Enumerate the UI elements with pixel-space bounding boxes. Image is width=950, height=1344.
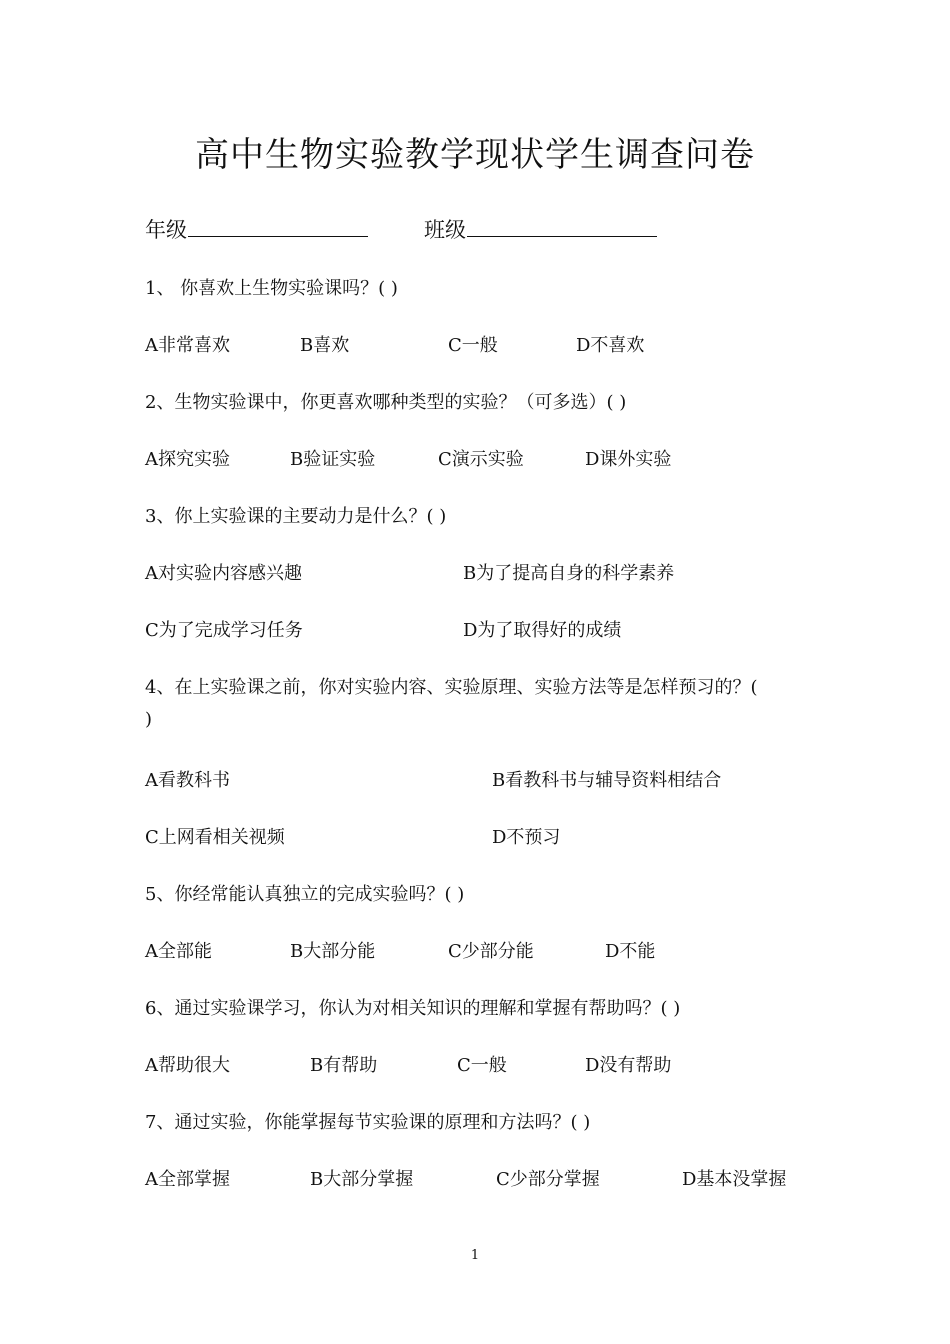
q3-option-d[interactable]: D为了取得好的成绩: [463, 620, 622, 641]
q6-option-c[interactable]: C一般: [457, 1055, 507, 1076]
q5-option-d[interactable]: D不能: [605, 941, 656, 962]
q2-option-d[interactable]: D课外实验: [585, 449, 672, 470]
q4-option-b[interactable]: B看教科书与辅导资料相结合: [492, 770, 722, 791]
document-title: 高中生物实验教学现状学生调查问卷: [195, 135, 755, 175]
question-7: 7、通过实验，你能掌握每节实验课的原理和方法吗？( ): [145, 1112, 591, 1133]
class-label: 班级: [424, 218, 466, 242]
q1-option-a[interactable]: A非常喜欢: [145, 335, 230, 356]
q3-option-c[interactable]: C为了完成学习任务: [145, 620, 303, 641]
q7-option-a[interactable]: A全部掌握: [145, 1169, 230, 1190]
question-2: 2、生物实验课中，你更喜欢哪种类型的实验？（可多选）( ): [145, 392, 627, 413]
q6-option-d[interactable]: D没有帮助: [585, 1055, 672, 1076]
q2-option-c[interactable]: C演示实验: [438, 449, 524, 470]
q2-option-b[interactable]: B验证实验: [290, 449, 376, 470]
q2-option-a[interactable]: A探究实验: [145, 449, 230, 470]
q1-option-b[interactable]: B喜欢: [300, 335, 350, 356]
q6-option-a[interactable]: A帮助很大: [145, 1055, 230, 1076]
q5-option-b[interactable]: B大部分能: [290, 941, 376, 962]
class-blank[interactable]: [467, 236, 657, 237]
q4-option-d[interactable]: D不预习: [492, 827, 561, 848]
q6-option-b[interactable]: B有帮助: [310, 1055, 378, 1076]
question-5: 5、你经常能认真独立的完成实验吗？( ): [145, 884, 465, 905]
question-3: 3、你上实验课的主要动力是什么？( ): [145, 506, 447, 527]
q1-option-c[interactable]: C一般: [448, 335, 498, 356]
q4-option-c[interactable]: C上网看相关视频: [145, 827, 285, 848]
q7-option-c[interactable]: C少部分掌握: [496, 1169, 600, 1190]
q7-option-b[interactable]: B大部分掌握: [310, 1169, 414, 1190]
page-number: 1: [470, 1248, 480, 1263]
q3-option-a[interactable]: A对实验内容感兴趣: [145, 563, 302, 584]
grade-blank[interactable]: [188, 236, 368, 237]
q5-option-c[interactable]: C少部分能: [448, 941, 534, 962]
question-1: 1、 你喜欢上生物实验课吗？( ): [145, 278, 398, 299]
q1-option-d[interactable]: D不喜欢: [576, 335, 645, 356]
question-6: 6、通过实验课学习，你认为对相关知识的理解和掌握有帮助吗？( ): [145, 998, 681, 1019]
q5-option-a[interactable]: A全部能: [145, 941, 212, 962]
q3-option-b[interactable]: B为了提高自身的科学素养: [463, 563, 675, 584]
q4-option-a[interactable]: A看教科书: [145, 770, 230, 791]
q7-option-d[interactable]: D基本没掌握: [682, 1169, 787, 1190]
question-4-continued: ): [145, 709, 153, 730]
question-4: 4、在上实验课之前，你对实验内容、实验原理、实验方法等是怎样预习的？(: [145, 677, 758, 698]
grade-label: 年级: [145, 218, 187, 242]
